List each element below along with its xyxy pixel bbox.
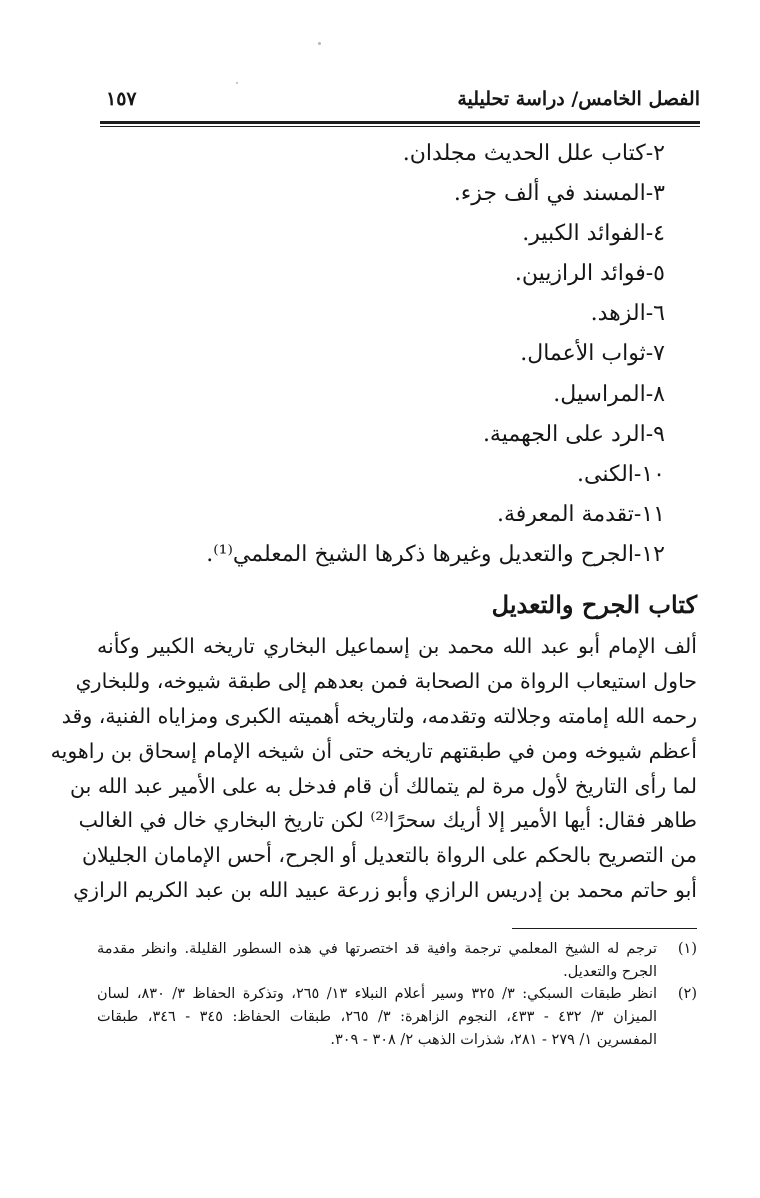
list-item: ١٢-الجرح والتعديل وغيرها ذكرها الشيخ المعلمي⁽¹⁾. <box>206 541 665 567</box>
page-number: ١٥٧ <box>106 88 137 110</box>
header-rule-thin <box>100 126 700 127</box>
running-header <box>100 86 700 120</box>
footnote-separator <box>512 928 697 929</box>
body-line: حاول استيعاب الرواة من الصحابة فمن بعدهم إلى طبقة شيوخه، وللبخاري <box>75 668 697 693</box>
body-line: أعظم شيوخه ومن في طبقتهم تاريخه حتى أن شيخه الإمام إسحاق بن راهويه <box>50 738 697 763</box>
footnote-text: المفسرين ١/ ٢٧٩ - ٢٨١، شذرات الذهب ٢/ ٣٠٨ - ٣٠٩. <box>330 1031 657 1048</box>
list-item: ١١-تقدمة المعرفة. <box>496 501 665 527</box>
footnotes <box>97 938 697 1051</box>
list-item: ٨-المراسيل. <box>553 381 665 407</box>
chapter-title: الفصل الخامس/ دراسة تحليلية <box>457 88 700 110</box>
list-item: ٢-كتاب علل الحديث مجلدان. <box>402 141 665 166</box>
list-item: ٩-الرد على الجهمية. <box>482 421 665 447</box>
list-item: ٦-الزهد. <box>590 301 665 327</box>
footnote-line <box>97 983 697 1006</box>
list-item: ١٠-الكنى. <box>576 461 665 487</box>
footnote-text: الجرح والتعديل. <box>563 963 657 980</box>
body-line: طاهر فقال: أيها الأمير إلا أريك سحرًا⁽²⁾ لكن تاريخ البخاري خال في الغالب <box>78 808 697 833</box>
body-line: من التصريح بالحكم على الرواة بالتعديل أو الجرح، أحس الإمامان الجليلان <box>81 843 697 868</box>
list-item: ٤-الفوائد الكبير. <box>522 221 665 247</box>
footnote-text: انظر طبقات السبكي: ٣/ ٣٢٥ وسير أعلام النبلاء ١٣/ ٢٦٥، وتذكرة الحفاظ ٣/ ٨٣٠، لسان <box>97 986 658 1003</box>
footnote-line <box>97 1006 697 1029</box>
body-paragraph <box>50 629 697 908</box>
body-line: لما رأى التاريخ لأول مرة لم يتمالك أن قام فدخل به على الأمير عبد الله بن <box>70 773 697 798</box>
footnote-text: ترجم له الشيخ المعلمي ترجمة وافية قد اختصرتها في هذه السطور القليلة. وانظر مقدمة <box>97 941 657 957</box>
scan-speck <box>236 82 238 84</box>
header-rule-thick <box>100 121 700 124</box>
footnote-line <box>97 938 697 961</box>
footnote-number: (١) <box>677 941 697 957</box>
footnote-text: الميزان ٣/ ٤٣٢ - ٤٣٣، النجوم الزاهرة: ٣/ ٢٦٥، طبقات الحفاظ: ٣٤٥ - ٣٤٦، طبقات <box>97 1009 658 1026</box>
works-list <box>85 134 665 575</box>
list-item: ٣-المسند في ألف جزء. <box>453 181 665 207</box>
scan-speck <box>318 42 321 45</box>
list-item: ٥-فوائد الرازيين. <box>514 261 665 287</box>
footnote-line <box>97 1029 697 1052</box>
section-heading: كتاب الجرح والتعديل <box>491 590 697 619</box>
footnote-line <box>97 961 697 984</box>
body-line: ألف الإمام أبو عبد الله محمد بن إسماعيل البخاري تاريخه الكبير وكأنه <box>97 634 697 658</box>
footnote-number: (٢) <box>677 986 697 1003</box>
body-line: أبو حاتم محمد بن إدريس الرازي وأبو زرعة عبيد الله بن عبد الكريم الرازي <box>73 878 697 903</box>
body-line: رحمه الله إمامته وجلالته وتقدمه، ولتاريخه أهميته الكبرى ومزاياه الفنية، وقد <box>61 703 697 728</box>
list-item: ٧-ثواب الأعمال. <box>520 341 665 367</box>
